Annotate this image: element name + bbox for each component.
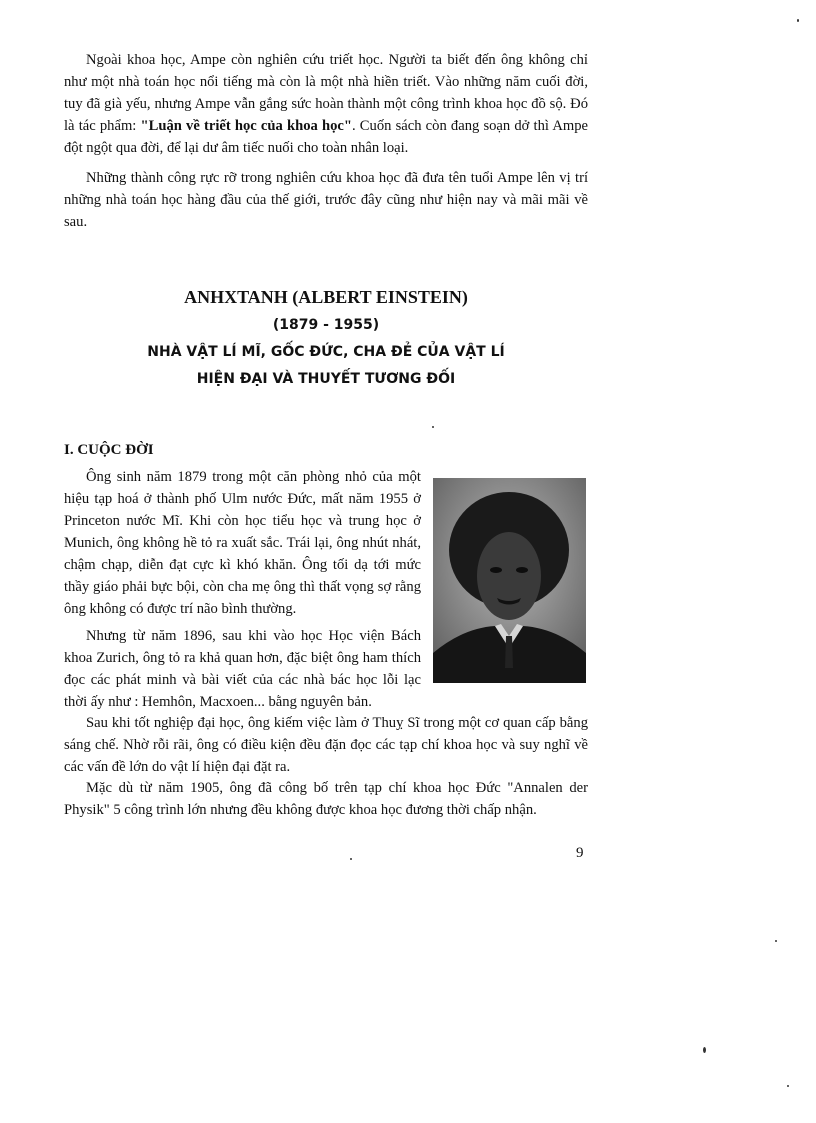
paragraph-annalen: Mặc dù từ năm 1905, ông đã công bố trên tạp chí khoa học Đức "Annalen der Physik" 5 công trình lớn nhưng đều không được khoa học đương thời chấp nhận.: [64, 780, 588, 818]
paragraph-text-end: . Cuốn sách còn đang soạn dở thì Ampe đột ngột qua đời, để lại dư âm tiếc nuối cho toàn nhân loại.: [64, 118, 588, 156]
paragraph-birth: Ông sinh năm 1879 trong một căn phòng nhỏ của một hiệu tạp hoá ở thành phố Ulm nước Đức, mất năm 1955 ở Princeton nước Mĩ. Khi còn học tiểu học và trung học ở Munich, ông không hề tỏ ra xuất sắc. Trái lại, ông nhút nhát, chậm chạp, diễn đạt cực kì khó khăn. Ông tối dạ tới mức thầy giáo phải bực bội, còn cha mẹ ông thì thất vọng sợ rằng ông không có được trí não bình thường.: [64, 469, 421, 617]
scan-speck: [703, 1047, 706, 1053]
scan-speck: [350, 858, 352, 860]
chapter-heading: [64, 284, 588, 392]
scan-speck: [797, 19, 799, 22]
section-title: I. CUỘC ĐỜI: [64, 442, 154, 458]
paragraph-patent-office: Sau khi tốt nghiệp đại học, ông kiếm việc làm ở Thuỵ Sĩ trong một cơ quan cấp bằng sáng chế. Nhờ rỗi rãi, ông có điều kiện đều đặn đọc các tạp chí khoa học và suy nghĩ về các vấn đề lớn do vật lí hiện đại đặt ra.: [64, 715, 588, 775]
book-title: "Luận về triết học của khoa học": [140, 118, 352, 134]
chapter-subtitle-line-1: NHÀ VẬT LÍ MĨ, GỐC ĐỨC, CHA ĐẺ CỦA VẬT LÍ: [147, 344, 505, 360]
paragraph-zurich: Nhưng từ năm 1896, sau khi vào học Học viện Bách khoa Zurich, ông tỏ ra khả quan hơn, đặc biệt ông ham thích đọc các phát minh và bài viết của các nhà bác học lỗi lạc thời ấy như : Hemhôn, Macxoen... bằng nguyên bản.: [64, 628, 421, 710]
paragraph-ampe-philosophy: [64, 49, 588, 159]
paragraph-ampe-legacy: Những thành công rực rỡ trong nghiên cứu khoa học đã đưa tên tuổi Ampe lên vị trí những nhà toán học hàng đầu của thế giới, trước đây cũng như hiện nay và mãi mãi về sau.: [64, 170, 588, 230]
page-number: 9: [576, 845, 584, 861]
scan-speck: [787, 1085, 789, 1087]
scan-speck: [432, 426, 434, 428]
chapter-years: (1879 - 1955): [272, 317, 380, 333]
portrait-image: [433, 478, 586, 683]
paragraph-text: Ngoài khoa học, Ampe còn nghiên cứu triết học. Người ta biết đến ông không chỉ như một nhà toán học nổi tiếng mà còn là một nhà hiền triết. Vào những năm cuối đời, tuy đã già yếu, nhưng Ampe vẫn gắng sức hoàn thành một công trình khoa học đồ sộ. Đó là tác phẩm:: [64, 52, 588, 134]
scan-speck: [775, 940, 777, 942]
chapter-title: ANHXTANH (ALBERT EINSTEIN): [184, 287, 468, 307]
portrait-photo: [433, 478, 586, 683]
chapter-subtitle-line-2: HIỆN ĐẠI VÀ THUYẾT TƯƠNG ĐỐI: [196, 371, 456, 387]
